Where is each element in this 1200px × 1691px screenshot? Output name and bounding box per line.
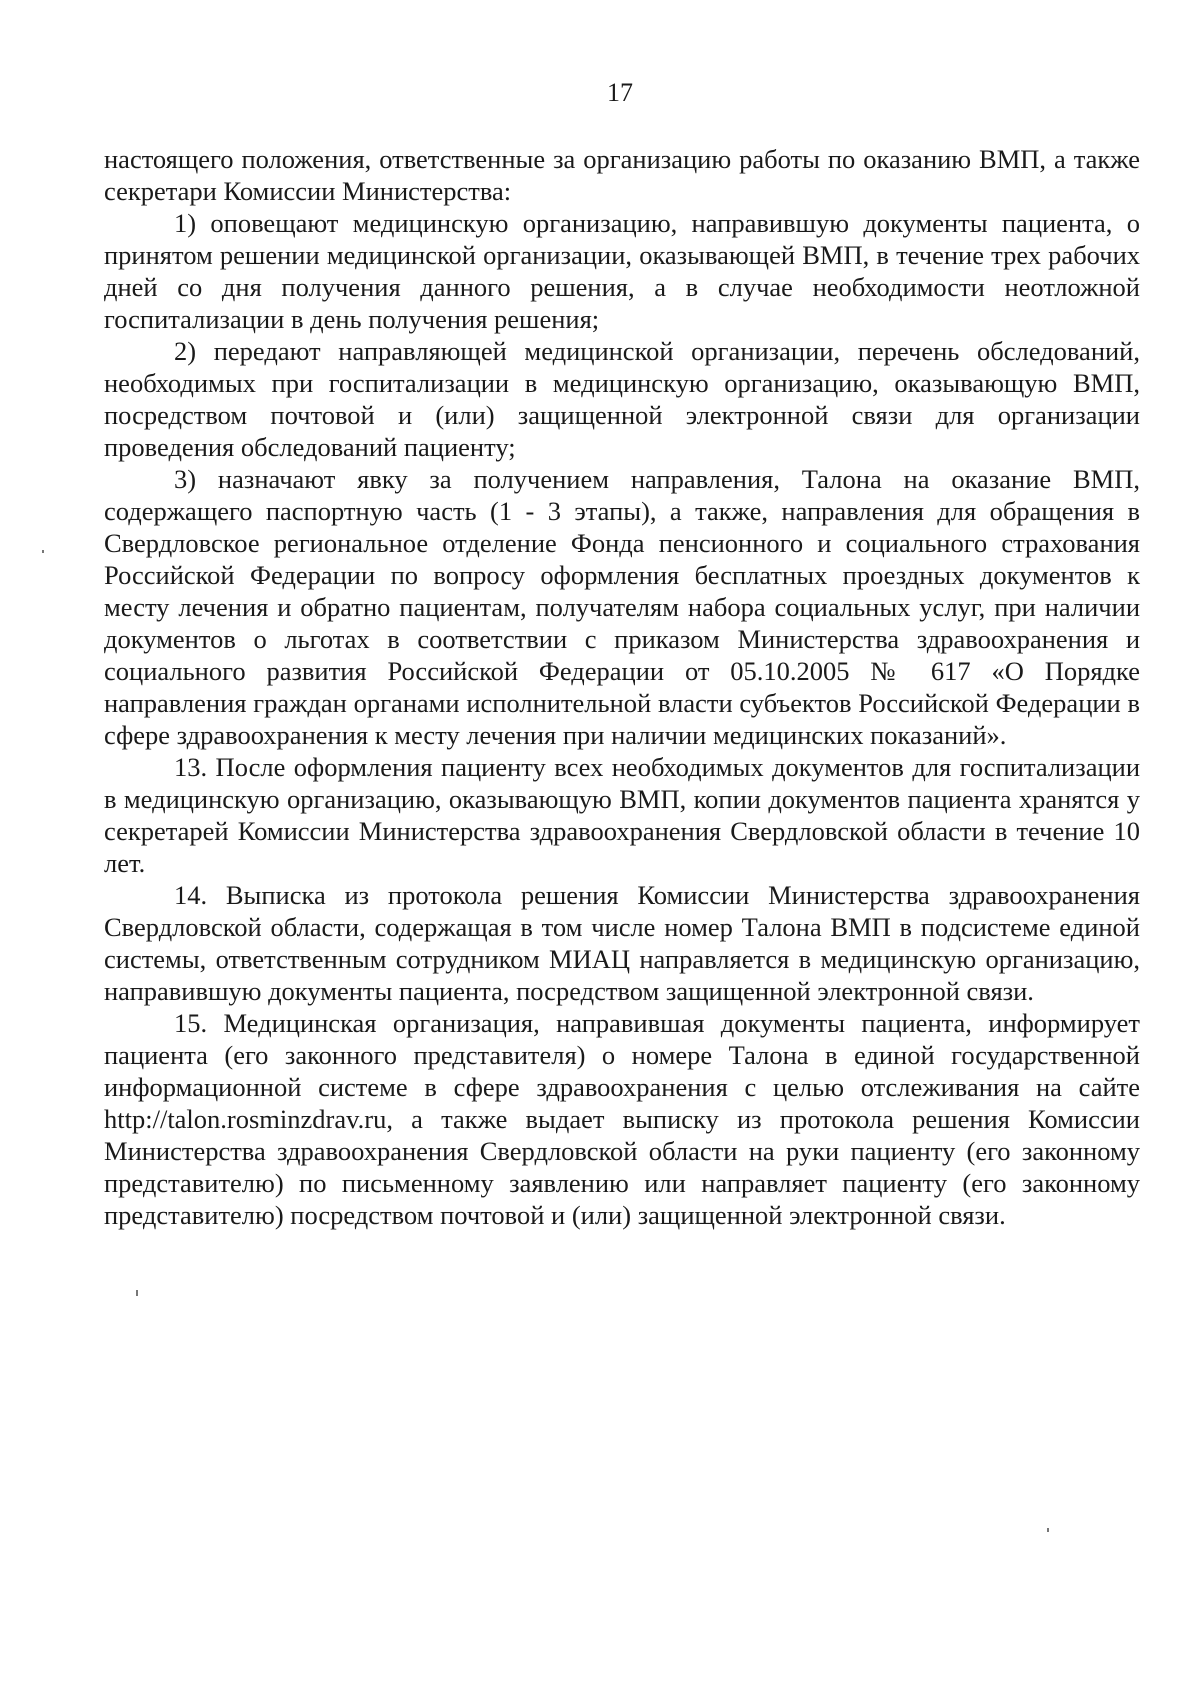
- paragraph-15: 15. Медицинская организация, направившая документы пациента, информирует пациента (его законного представителя) о номере Талона в единой государственной информационной системе в сфере здравоохранения с целью отслеживания на сайте http://talon.rosminzdrav.ru, а также выдает выписку из протокола решения Комиссии Министерства здравоохранения Свердловской области на руки пациенту (его законному представителю) по письменному заявлению или направляет пациенту (его законному представителю) посредством почтовой и (или) защищенной электронной связи.: [104, 1008, 1140, 1230]
- paragraph-item-1: 1) оповещают медицинскую организацию, направившую документы пациента, о принятом решении медицинской организации, оказывающей ВМП, в течение трех рабочих дней со дня получения данного решения, а в случае необходимости неотложной госпитализации в день получения решения;: [104, 208, 1140, 334]
- paragraph-item-3: 3) назначают явку за получением направления, Талона на оказание ВМП, содержащего паспортную часть (1 - 3 этапы), а также, направления для обращения в Свердловское региональное отделение Фонда пенсионного и социального страхования Российской Федерации по вопросу оформления бесплатных проездных документов к месту лечения и обратно пациентам, получателям набора социальных услуг, при наличии документов о льготах в соответствии с приказом Министерства здравоохранения и социального развития Российской Федерации от 05.10.2005 № 617 «О Порядке направления граждан органами исполнительной власти субъектов Российской Федерации в сфере здравоохранения к месту лечения при наличии медицинских показаний».: [104, 464, 1140, 750]
- scan-speck: [136, 1290, 138, 1296]
- paragraph-13: 13. После оформления пациенту всех необходимых документов для госпитализации в медицинскую организацию, оказывающую ВМП, копии документов пациента хранятся у секретарей Комиссии Министерства здравоохранения Свердловской области в течение 10 лет.: [104, 752, 1140, 878]
- page-number: 17: [607, 78, 633, 107]
- document-body: [104, 143, 1140, 1231]
- paragraph-14: 14. Выписка из протокола решения Комиссии Министерства здравоохранения Свердловской области, содержащая в том числе номер Талона ВМП в подсистеме единой системы, ответственным сотрудником МИАЦ направляется в медицинскую организацию, направившую документы пациента, посредством защищенной электронной связи.: [104, 880, 1140, 1006]
- paragraph-continuation: настоящего положения, ответственные за организацию работы по оказанию ВМП, а также секретари Комиссии Министерства:: [104, 144, 1140, 206]
- paragraph-item-2: 2) передают направляющей медицинской организации, перечень обследований, необходимых при госпитализации в медицинскую организацию, оказывающую ВМП, посредством почтовой и (или) защищенной электронной связи для организации проведения обследований пациенту;: [104, 336, 1140, 462]
- scan-speck: [1047, 1528, 1049, 1532]
- scan-speck: [42, 550, 44, 553]
